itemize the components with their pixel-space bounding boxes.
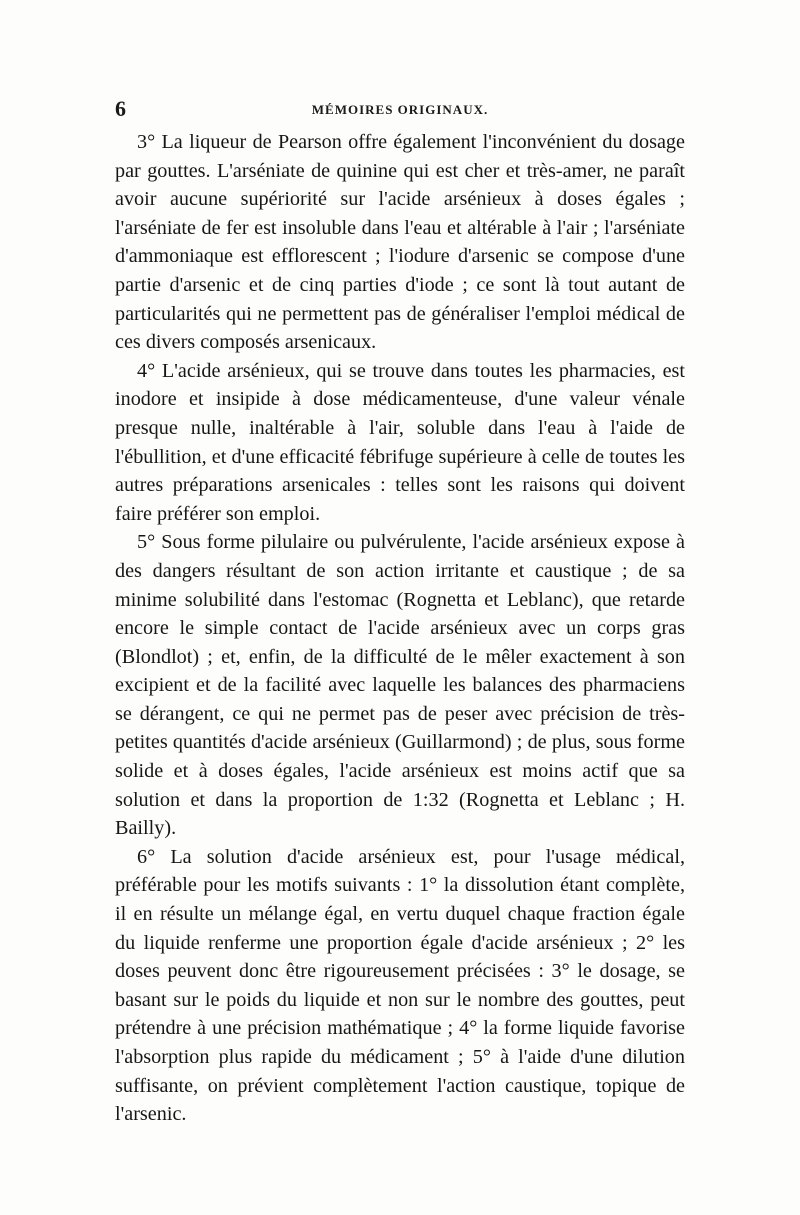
paragraph-6: 6° La solution d'acide arsénieux est, pour l'usage médical, préférable pour les motifs suivants : 1° la dissolution étant complète, il en résulte un mélange égal, en vertu duquel chaque fraction égale du liquide renferme une proportion égale d'acide arsénieux ; 2° les doses peuvent donc être rigoureusement précisées : 3° le dosage, se basant sur le poids du liquide et non sur le nombre des gouttes, peut prétendre à une précision mathématique ; 4° la forme liquide favorise l'absorption plus rapide du médicament ; 5° à l'aide d'une dilution suffisante, on prévient complètement l'action caustique, topique de l'arsenic.	[115, 845, 685, 1126]
paragraph-3: 3° La liqueur de Pearson offre également l'inconvénient du dosage par gouttes. L'arséniate de quinine qui est cher et très-amer, ne paraît avoir aucune supériorité sur l'acide arsénieux à doses égales ; l'arséniate de fer est insoluble dans l'eau et altérable à l'air ; l'arséniate d'ammoniaque est efflorescent ; l'iodure d'arsenic se compose d'une partie d'arsenic et de cinq parties d'iode ; ce sont là tout autant de particularités qui ne permettent pas de généraliser l'emploi médical de ces divers composés arsenicaux.	[115, 131, 685, 354]
page-number: 6	[115, 96, 126, 121]
paragraph-5: 5° Sous forme pilulaire ou pulvérulente, l'acide arsénieux expose à des dangers résultant de son action irritante et caustique ; de sa minime solubilité dans l'estomac (Rognetta et Leblanc), que retarde encore le simple contact de l'acide arsénieux avec un corps gras (Blondlot) ; et, enfin, de la difficulté de le mêler exactement à son excipient et de la facilité avec laquelle les balances des pharmaciens se dérangent, ce qui ne permet pas de peser avec précision de très-petites quantités d'acide arsénieux (Guillarmond) ; de plus, sous forme solide et à doses égales, l'acide arsénieux est moins actif que sa solution et dans la proportion de 1:32 (Rognetta et Leblanc ; H. Bailly).	[115, 531, 685, 840]
body-text	[115, 128, 685, 1129]
page-header	[115, 96, 685, 120]
paragraph-4: 4° L'acide arsénieux, qui se trouve dans toutes les pharmacies, est inodore et insipide à dose médicamenteuse, d'une valeur vénale presque nulle, inaltérable à l'air, soluble dans l'eau à l'aide de l'ébullition, et d'une efficacité fébrifuge supérieure à celle de toutes les autres préparations arsenicales : telles sont les raisons qui doivent faire préférer son emploi.	[115, 359, 685, 525]
running-head: MÉMOIRES ORIGINAUX.	[311, 102, 489, 117]
